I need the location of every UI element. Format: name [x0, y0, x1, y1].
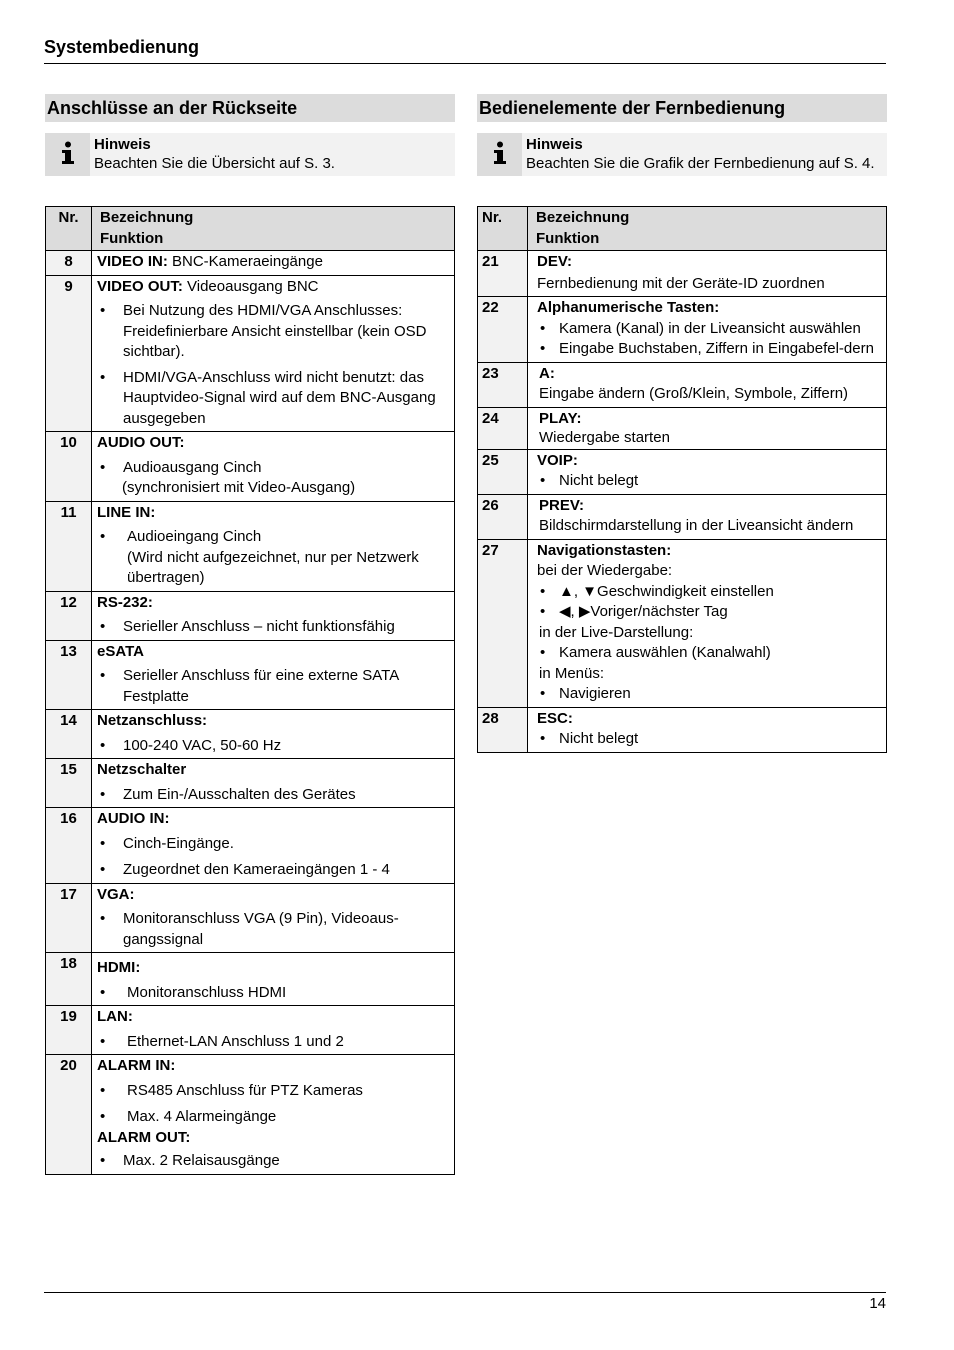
- row-text: BNC-Kameraeingänge: [167, 253, 323, 270]
- table-row: [478, 449, 887, 494]
- list-item: • Max. 4 Alarmeingänge: [97, 1107, 452, 1128]
- row-label-secondary: ALARM OUT:: [97, 1128, 191, 1146]
- list-item: • Cinch-Eingänge.: [97, 834, 452, 855]
- list-item: • HDMI/VGA-Anschluss wird nicht benutzt: das Hauptvideo-Signal wird auf dem BNC-Ausgang ausgegeben: [97, 368, 452, 430]
- section-title-rear: Anschlüsse an der Rückseite: [45, 94, 455, 122]
- table-row: [46, 1006, 455, 1055]
- row-nr: 26: [478, 494, 528, 539]
- row-nr: 8: [46, 251, 92, 276]
- row-nr: 22: [478, 297, 528, 363]
- row-label: VIDEO IN:: [97, 253, 168, 270]
- table-header-row: [46, 207, 455, 251]
- row-label: PLAY:: [539, 409, 582, 427]
- row-label: A:: [539, 364, 555, 382]
- row-label: Alphanumerische Tasten:: [537, 299, 720, 316]
- header-function: Funktion: [100, 229, 164, 247]
- table-row: [478, 539, 887, 707]
- table-row: [46, 432, 455, 502]
- note-title: Hinweis: [526, 136, 583, 153]
- table-row: [46, 759, 455, 808]
- row-text: Videoausgang BNC: [182, 277, 319, 295]
- list-item: • Kamera (Kanal) in der Liveansicht auswählen: [537, 319, 884, 340]
- table-row: [478, 362, 887, 407]
- row-nr: 17: [46, 883, 92, 953]
- row-nr: 20: [46, 1055, 92, 1175]
- row-nr: 13: [46, 640, 92, 710]
- list-item: • Zugeordnet den Kameraeingängen 1 - 4: [97, 860, 452, 881]
- list-item: • 100-240 VAC, 50-60 Hz: [97, 736, 452, 757]
- list-item: • Bei Nutzung des HDMI/VGA Anschlusses: Freidefinierbare Ansicht einstellbar (kein OSD sichtbar).: [97, 301, 452, 363]
- note-box: [45, 133, 455, 176]
- list-item: • ▲, ▼Geschwindigkeit einstellen: [537, 582, 884, 603]
- row-nr: 23: [478, 362, 528, 407]
- list-item: • Kamera auswählen (Kanalwahl): [537, 643, 884, 664]
- list-item: • Monitoranschluss VGA (9 Pin), Videoaus-gangssignal: [97, 909, 452, 950]
- table-row: [46, 251, 455, 276]
- list-item: • Max. 2 Relaisausgänge: [97, 1151, 452, 1172]
- row-nr: 19: [46, 1006, 92, 1055]
- info-icon: [45, 133, 90, 176]
- remote-controls-table: [477, 206, 887, 753]
- table-row: [478, 297, 887, 363]
- list-item: • Audioeingang Cinch: [97, 527, 452, 548]
- row-label: AUDIO OUT:: [97, 434, 185, 451]
- row-text: in Menüs:: [539, 664, 605, 682]
- row-text: Eingabe ändern (Groß/Klein, Symbole, Ziffern): [539, 385, 849, 402]
- list-item: • Serieller Anschluss – nicht funktionsfähig: [97, 617, 452, 638]
- row-label: VOIP:: [537, 451, 578, 469]
- note-box: [477, 133, 887, 176]
- table-row: [46, 710, 455, 759]
- table-row: [46, 591, 455, 640]
- list-item: • Zum Ein-/Ausschalten des Gerätes: [97, 785, 452, 806]
- list-subtext: (synchronisiert mit Video-Ausgang): [122, 479, 356, 496]
- row-label: Netzschalter: [97, 761, 187, 778]
- footer-rule: [44, 1292, 886, 1293]
- list-item: • Ethernet-LAN Anschluss 1 und 2: [97, 1032, 452, 1053]
- list-item: • Audioausgang Cinch: [97, 458, 452, 479]
- table-row: [46, 953, 455, 1006]
- table-row: [478, 707, 887, 752]
- row-label: eSATA: [97, 642, 144, 660]
- row-nr: 27: [478, 539, 528, 707]
- row-label: RS-232:: [97, 593, 153, 611]
- table-row: [46, 883, 455, 953]
- row-nr: 10: [46, 432, 92, 502]
- list-item: • Monitoranschluss HDMI: [97, 983, 452, 1004]
- table-row: [478, 494, 887, 539]
- row-nr: 9: [46, 275, 92, 432]
- table-row: [478, 407, 887, 449]
- header-nr: Nr.: [46, 207, 92, 251]
- row-label: Netzanschluss:: [97, 712, 208, 729]
- table-row: [46, 275, 455, 432]
- row-text: bei der Wiedergabe:: [537, 562, 673, 579]
- row-nr: 16: [46, 808, 92, 884]
- list-subtext: (Wird nicht aufgezeichnet, nur per Netzwerk übertragen): [127, 548, 419, 586]
- header-designation: Bezeichnung: [100, 209, 194, 226]
- list-item: • ◀, ▶Voriger/nächster Tag: [537, 602, 884, 623]
- remote-control-section: [477, 94, 887, 753]
- row-label: VGA:: [97, 885, 135, 903]
- row-label: HDMI:: [97, 959, 141, 976]
- info-icon: [477, 133, 522, 176]
- row-label: ESC:: [537, 709, 573, 727]
- table-row: [478, 251, 887, 297]
- section-title-remote: Bedienelemente der Fernbedienung: [477, 94, 887, 122]
- row-nr: 28: [478, 707, 528, 752]
- row-label: DEV:: [537, 253, 573, 270]
- connectors-table: [45, 206, 455, 1175]
- chapter-title: Systembedienung: [44, 37, 200, 57]
- note-text: Beachten Sie die Übersicht auf S. 3.: [94, 155, 335, 172]
- page-number: 14: [869, 1295, 886, 1312]
- row-nr: 12: [46, 591, 92, 640]
- list-item: • Nicht belegt: [537, 471, 884, 492]
- row-label: VIDEO OUT:: [97, 277, 183, 295]
- row-nr: 21: [478, 251, 528, 297]
- row-label: LINE IN:: [97, 503, 156, 521]
- list-item: • Nicht belegt: [537, 729, 884, 750]
- row-label: AUDIO IN:: [97, 810, 170, 827]
- row-nr: 18: [46, 953, 92, 1006]
- list-item: • Eingabe Buchstaben, Ziffern in Eingabefel-dern: [537, 339, 884, 360]
- row-text: in der Live-Darstellung:: [539, 623, 694, 641]
- row-nr: 14: [46, 710, 92, 759]
- row-label: PREV:: [539, 496, 585, 514]
- row-nr: 25: [478, 449, 528, 494]
- table-header-row: [478, 207, 887, 251]
- row-nr: 24: [478, 407, 528, 449]
- table-row: [46, 640, 455, 710]
- row-label: LAN:: [97, 1008, 133, 1025]
- table-row: [46, 501, 455, 591]
- row-label: ALARM IN:: [97, 1057, 176, 1074]
- row-label: Navigationstasten:: [537, 541, 672, 559]
- header-designation: Bezeichnung: [536, 209, 630, 226]
- header-nr: Nr.: [478, 207, 528, 251]
- row-text: Fernbedienung mit der Geräte-ID zuordnen: [537, 274, 825, 292]
- row-text: Wiedergabe starten: [539, 428, 670, 446]
- page-header: [44, 36, 886, 64]
- rear-connectors-section: [45, 94, 455, 1175]
- table-row: [46, 808, 455, 884]
- list-item: • Serieller Anschluss für eine externe SATA Festplatte: [97, 666, 452, 707]
- note-title: Hinweis: [94, 136, 151, 153]
- row-nr: 15: [46, 759, 92, 808]
- row-nr: 11: [46, 501, 92, 591]
- note-text: Beachten Sie die Grafik der Fernbedienung auf S. 4.: [526, 155, 875, 172]
- header-function: Funktion: [536, 229, 600, 247]
- table-row: [46, 1055, 455, 1175]
- list-item: • Navigieren: [537, 684, 884, 705]
- list-item: • RS485 Anschluss für PTZ Kameras: [97, 1081, 452, 1102]
- row-text: Bildschirmdarstellung in der Liveansicht ändern: [539, 517, 854, 534]
